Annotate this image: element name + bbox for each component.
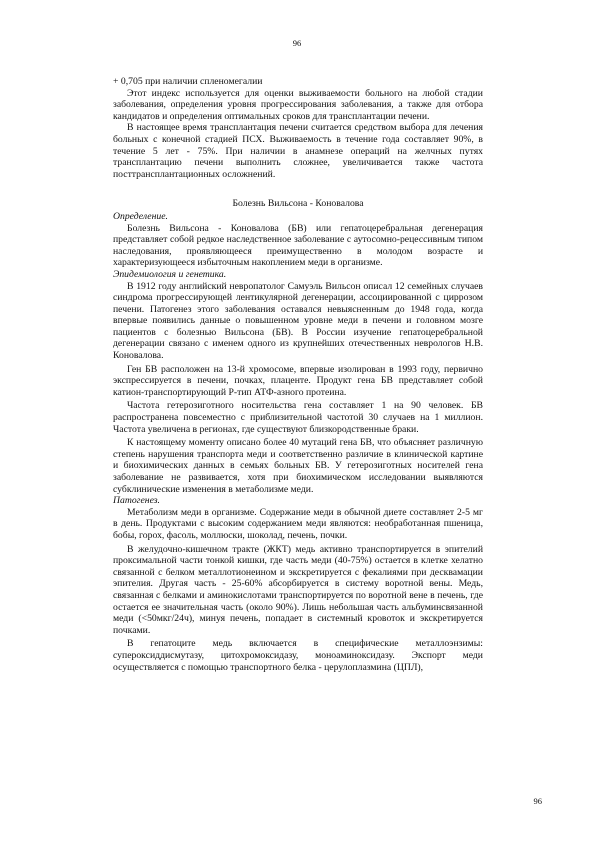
paragraph-history: В 1912 году английский невропатолог Самуэль Вильсон описал 12 семейных случаев синдрома прогрессирующей лентикулярной дегенерации, ассоциированной с циррозом печени. Патогенез этого заболевания оставался невыясненным до 1948 года, когда впервые появились данные о повышенном уровне меди в печени и головном мозге пациентов с болезнью Вильсона (БВ). В России изучение гепатоцеребральной дегенерации связано с именем одного из крупнейших отечественных неврологов Н.В. Коновалова.	[113, 280, 483, 362]
paragraph-gi-transport: В желудочно-кишечном тракте (ЖКТ) медь активно транспортируется в эпителий проксимальной части тонкой кишки, где часть меди (40-75%) остается в клетке хелатно связанной с белком металлотионеином и экскретируется с фекалиями при десквамации эпителия. Другая часть - 25-60% абсорбируется в систему воротной вены. Медь, связанная с белками и аминокислотами транспортируется по воротной вене в печень, где остается ее значительная часть (около 90%). Лишь небольшая часть альбуминсвязанной меди (<50мкг/24ч), минуя печень, попадает в системный кровоток и экскретируется почками.	[113, 543, 483, 636]
paragraph-gene: Ген БВ расположен на 13-й хромосоме, впервые изолирован в 1993 году, первично экспрессируется в печени, почках, плаценте. Продукт гена БВ представляет собой катион-транспортирующий Р-тип АТФ-азного протеина.	[113, 363, 483, 398]
subheading-pathogenesis: Патогенез.	[113, 495, 160, 507]
subheading-definition: Определение.	[113, 210, 168, 222]
paragraph-transplantation: В настоящее время трансплантация печени считается средством выбора для лечения больных с конечной стадией ПСХ. Выживаемость в течение года составляет 90%, в течение 5 лет - 75%. При наличии в анамнезе операций на желчных путях трансплантацию печени выполнить сложнее, увеличивается также частота посттрансплантационных осложнений.	[113, 122, 483, 180]
paragraph-copper-metabolism: Метаболизм меди в организме. Содержание меди в обычной диете составляет 2-5 мг в день. Продуктами с высоким содержанием меди являются: необработанная пшеница, бобы, горох, фасоль, моллюски, шоколад, печень, почки.	[113, 506, 483, 541]
subheading-epidemiology: Эпидемиология и генетика.	[113, 268, 227, 280]
paragraph-mutations: К настоящему моменту описано более 40 мутаций гена БВ, что объясняет различную степень нарушения транспорта меди и соответственно различие в клинической картине и биохимических данных в семьях больных БВ. У гетерозиготных носителей гена заболевание не развивается, хотя при биохимическом исследовании выявляются субклинические изменения в метаболизме меди.	[113, 437, 483, 495]
page-number-bottom: 96	[533, 796, 542, 806]
paragraph-frequency: Частота гетерозиготного носительства гена составляет 1 на 90 человек. БВ распространена повсеместно с приблизительной частотой 30 случаев на 1 миллион. Частота увеличена в регионах, где существуют близкородственные браки.	[113, 400, 483, 435]
page-body	[113, 76, 483, 673]
section-title: Болезнь Вильсона - Коновалова	[232, 198, 364, 210]
paragraph-formula-term: + 0,705 при наличии спленомегалии	[113, 76, 263, 87]
paragraph-hepatocyte: В гепатоците медь включается в специфические металлоэнзимы: супероксиддисмутазу, цитохромоксидазу, моноаминоксидазу. Экспорт меди осуществляется с помощью транспортного белка - церулоплазмина (ЦПЛ),	[113, 638, 483, 673]
paragraph-definition: Болезнь Вильсона - Коновалова (БВ) или гепатоцеребральная дегенерация представляет собой редкое наследственное заболевание с аутосомно-рецессивным типом наследования, проявляющееся преимущественно в молодом возрасте и характеризующееся избыточным накоплением меди в организме.	[113, 222, 483, 269]
paragraph-index-usage: Этот индекс используется для оценки выживаемости больного на любой стадии заболевания, определения уровня прогрессирования заболевания, а также для отбора кандидатов и определения оптимальных сроков для трансплантации печени.	[113, 87, 483, 122]
page-number-top: 96	[292, 38, 302, 48]
